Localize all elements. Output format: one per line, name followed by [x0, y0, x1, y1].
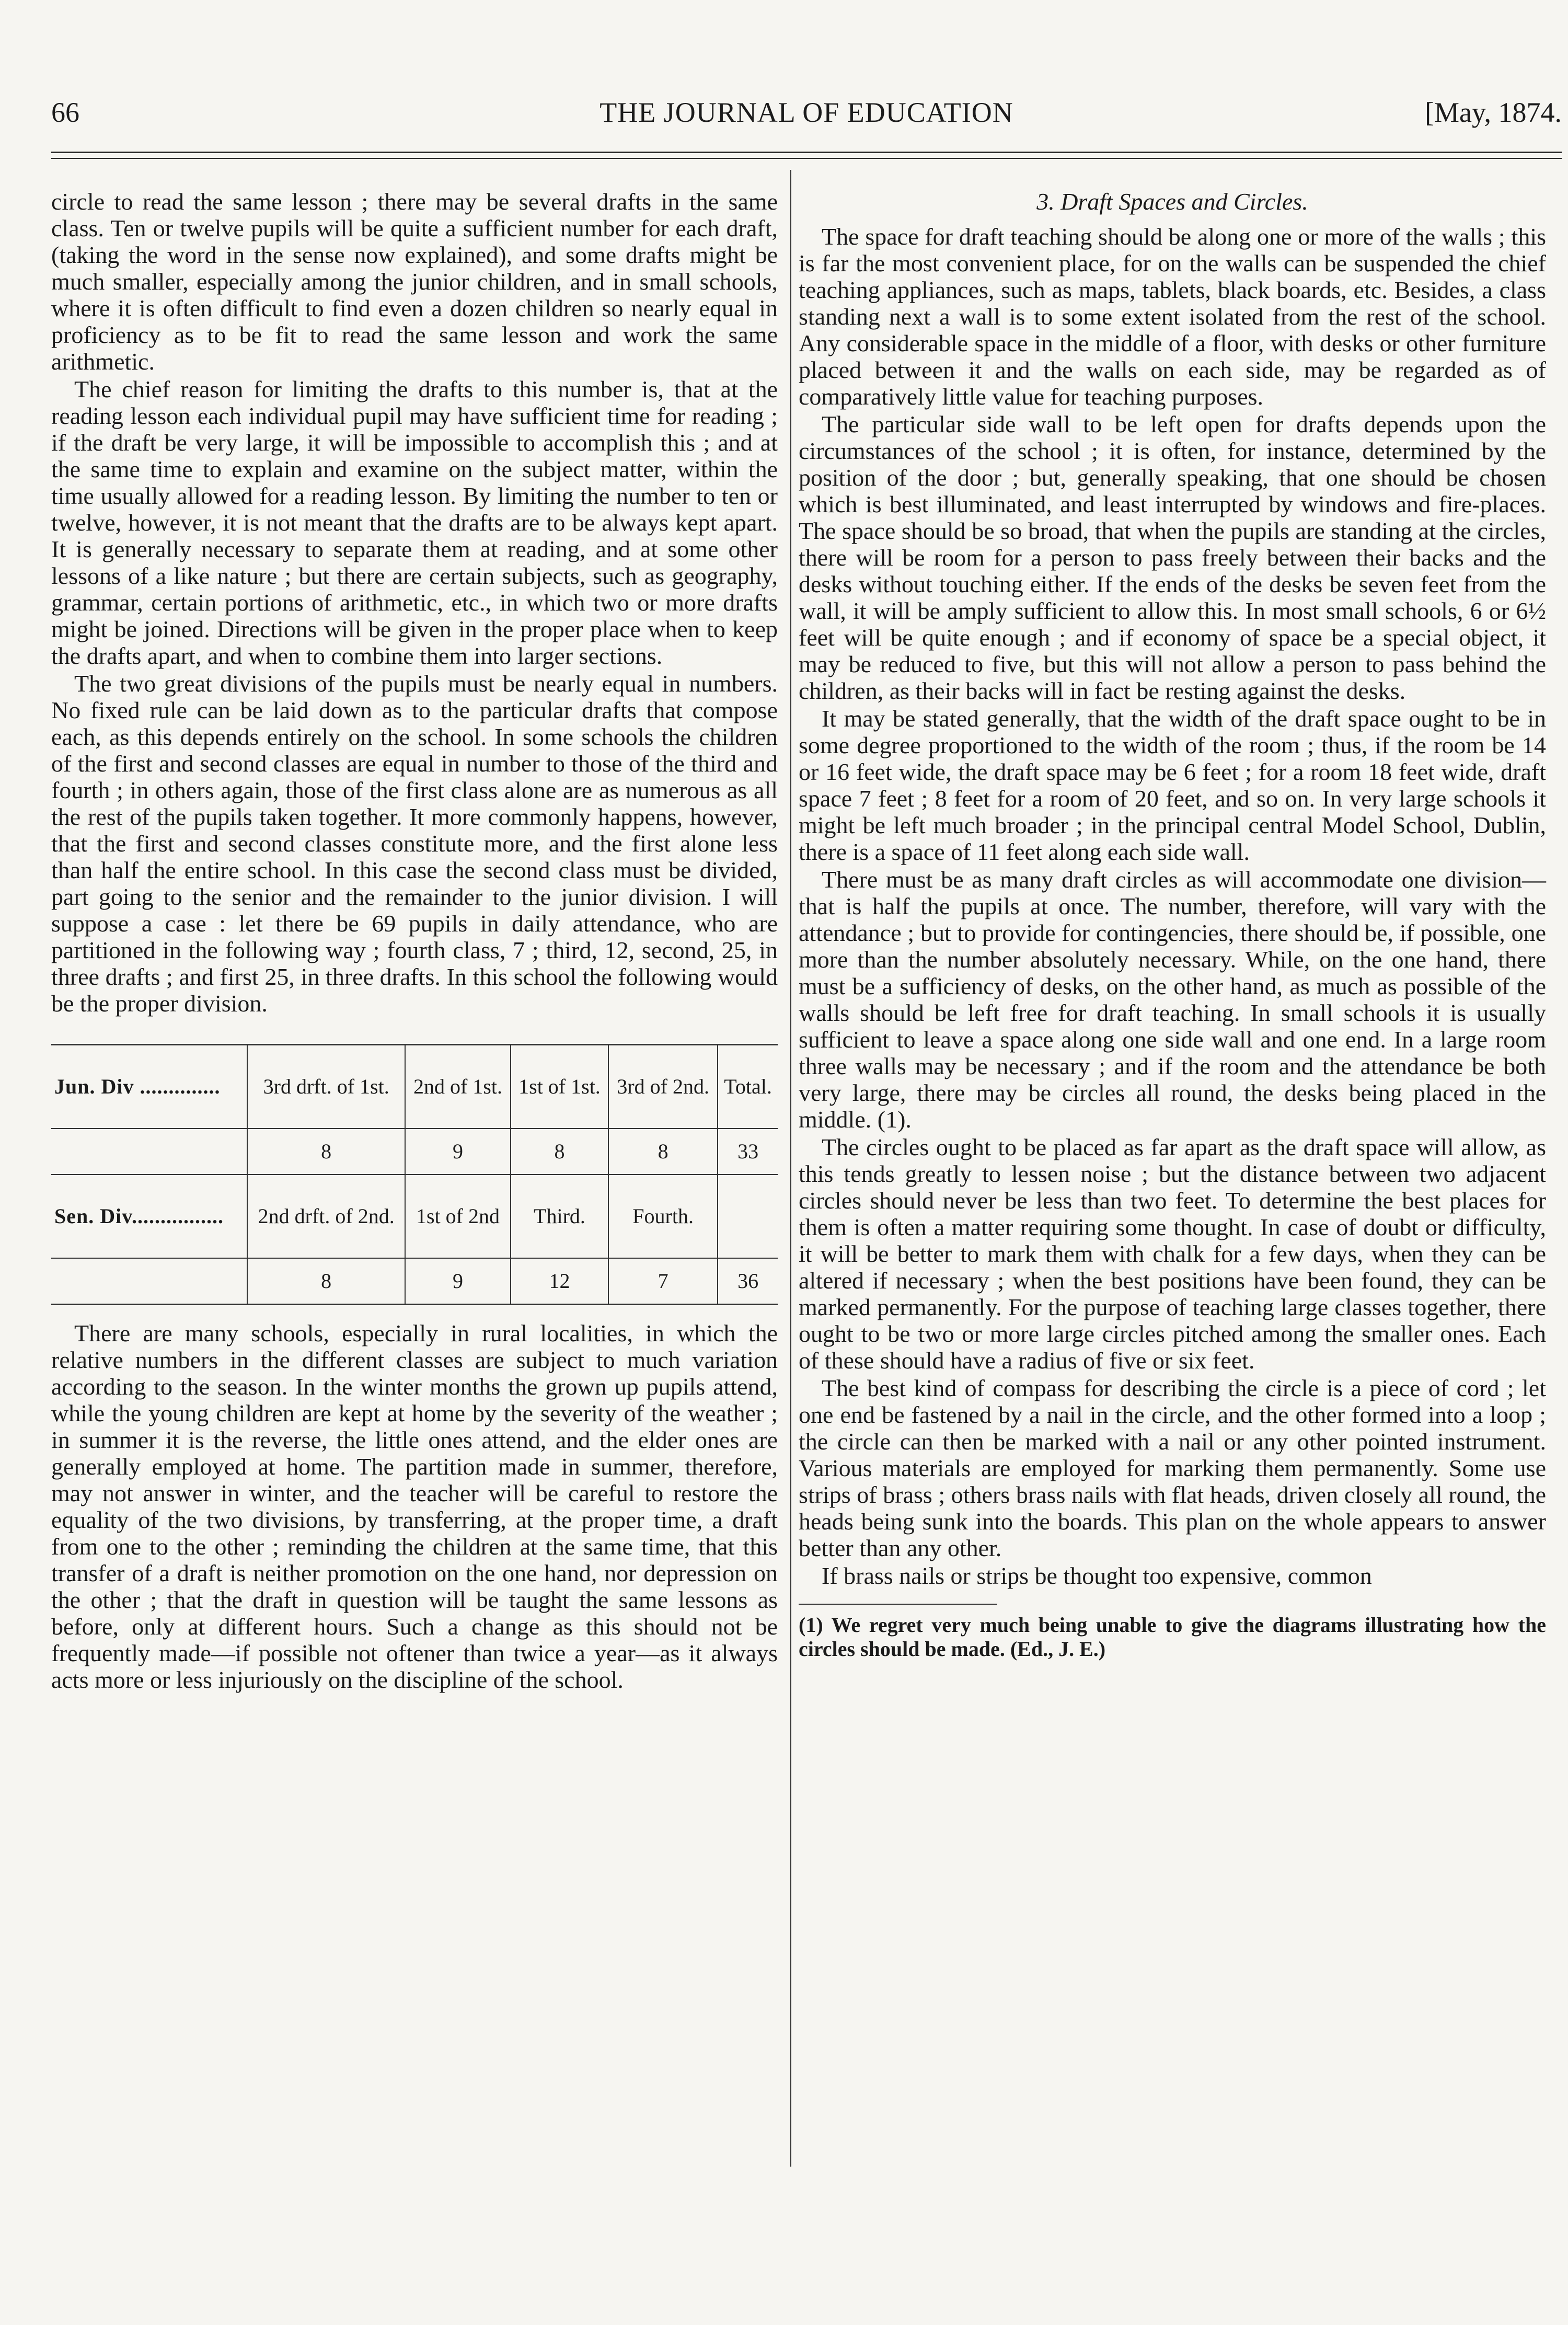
table-cell: 8: [511, 1129, 608, 1175]
row-label: [51, 1129, 247, 1175]
row-label: Jun. Div ..............: [51, 1045, 247, 1129]
table-cell: 12: [511, 1258, 608, 1305]
table-cell: 8: [608, 1129, 718, 1175]
page-number: 66: [51, 97, 79, 128]
paragraph: The two great divisions of the pupils must be nearly equal in numbers. No fixed rule can be laid down as to the particular drafts that compose each, as this depends entirely on the school. In some schools the children of the first and second classes are equal in number to those of the third and fourth ; in others again, those of the first class alone are as numerous as all the rest of the pupils taken together. It more commonly happens, however, that the first and second classes constitute more, and the first alone less than half the entire school. In this case the second class must be divided, part going to the senior and the remainder to the junior division. I will suppose a case : let there be 69 pupils in daily attendance, who are partitioned in the following way ; fourth class, 7 ; third, 12, second, 25, in three drafts ; and first 25, in three drafts. In this school the following would be the proper division.: [51, 670, 778, 1017]
paragraph: The best kind of compass for describing the circle is a piece of cord ; let one end be fastened by a nail in the circle, and the other formed into a loop ; the circle can then be marked with a nail or any other pointed instrument. Various materials are employed for marking them permanently. Some use strips of brass ; others brass nails with flat heads, driven closely all round, the heads being sunk into the boards. This plan on the whole appears to answer better than any other.: [799, 1375, 1546, 1561]
table-cell: 2nd drft. of 2nd.: [247, 1175, 405, 1258]
table-cell: 8: [247, 1258, 405, 1305]
page-header: [51, 91, 1562, 133]
table-cell: 7: [608, 1258, 718, 1305]
paragraph: The circles ought to be placed as far apart as the draft space will allow, as this tends greatly to lessen noise ; but the distance between two adjacent circles should never be less than two feet. To determine the best places for them is often a matter requiring some thought. In case of doubt or difficulty, it will be better to mark them with chalk for a few days, when they can be altered if necessary ; when the best positions have been found, they can be marked permanently. For the purpose of teaching large classes together, there ought to be two or more large circles pitched among the smaller ones. Each of these should have a radius of five or six feet.: [799, 1134, 1546, 1374]
paragraph: circle to read the same lesson ; there may be several drafts in the same class. Ten or twelve pupils will be quite a sufficient number for each draft, (taking the word in the sense now explained), and some drafts might be much smaller, especially among the junior children, and in small schools, where it is often difficult to find even a dozen children so nearly equal in proficiency as to be fit to read the same lesson and work the same arithmetic.: [51, 188, 778, 375]
footnote: (1) We regret very much being unable to give the diagrams illustrating how the circles should be made. (Ed., J. E.): [799, 1613, 1546, 1661]
paragraph: The particular side wall to be left open for drafts depends upon the circumstances of the school ; it is often, for instance, determined by the position of the door ; but, generally speaking, that one should be chosen which is best illuminated, and least interrupted by windows and fire-places. The space should be so broad, that when the pupils are standing at the circles, there will be room for a person to pass freely between their backs and the desks without touching either. If the ends of the desks be seven feet from the wall, it will be amply sufficient to allow this. In most small schools, 6 or 6½ feet will be quite enough ; and if economy of space be a special object, it may be reduced to five, but this will not allow a person to pass behind the children, as their backs will in fact be resting against the desks.: [799, 411, 1546, 704]
section-heading: 3. Draft Spaces and Circles.: [1036, 188, 1308, 215]
table-cell: 9: [405, 1258, 511, 1305]
table-cell: 8: [247, 1129, 405, 1175]
table-row: [51, 1175, 778, 1258]
footnote-rule: [799, 1604, 997, 1605]
table-cell: 1st of 1st.: [511, 1045, 608, 1129]
paragraph: The chief reason for limiting the drafts to this number is, that at the reading lesson each individual pupil may have sufficient time for reading ; if the draft be very large, it will be impossible to accomplish this ; and at the same time to explain and examine on the subject matter, within the time usually allowed for a reading lesson. By limiting the number to ten or twelve, however, it is not meant that the drafts are to be always kept apart. It is generally necessary to separate them at reading, and at some other lessons of a like nature ; but there are certain subjects, such as geography, grammar, certain portions of arithmetic, etc., in which two or more drafts might be joined. Directions will be given in the proper place when to keep the drafts apart, and when to combine them into larger sections.: [51, 376, 778, 669]
right-column: [799, 188, 1546, 1661]
paragraph: It may be stated generally, that the width of the draft space ought to be in some degree proportioned to the width of the room ; thus, if the room be 14 or 16 feet wide, the draft space may be 6 feet ; for a room 18 feet wide, draft space 7 feet ; 8 feet for a room of 20 feet, and so on. In very large schools it might be left much broader ; in the principal central Model School, Dublin, there is a space of 11 feet along each side wall.: [799, 705, 1546, 865]
total-cell: [718, 1175, 778, 1258]
table-cell: 9: [405, 1129, 511, 1175]
table-cell: 1st of 2nd: [405, 1175, 511, 1258]
table-row: [51, 1045, 778, 1129]
paragraph: There are many schools, especially in rural localities, in which the relative numbers in the different classes are subject to much variation according to the season. In the winter months the grown up pupils attend, while the young children are kept at home by the severity of the weather ; in summer it is the reverse, the little ones attend, and the elder ones are generally employed at home. The partition made in summer, therefore, may not answer in winter, and the teacher will be careful to restore the equality of the two divisions, by transferring, at the proper time, a draft from one to the other ; reminding the children at the same time, that this transfer of a draft is neither promotion on the one hand, nor depression on the other ; that the draft in question will be taught the same lessons as before, only at different hours. Such a change as this should not be frequently made—if possible not oftener than twice a year—as it always acts more or less injuriously on the discipline of the school.: [51, 1320, 778, 1693]
table-cell: 3rd drft. of 1st.: [247, 1045, 405, 1129]
table-cell: 2nd of 1st.: [405, 1045, 511, 1129]
table-cell: Fourth.: [608, 1175, 718, 1258]
total-cell: 33: [718, 1129, 778, 1175]
table-row: [51, 1129, 778, 1175]
total-cell: Total.: [718, 1045, 778, 1129]
paragraph: The space for draft teaching should be along one or more of the walls ; this is far the most convenient place, for on the walls can be suspended the chief teaching appliances, such as maps, tablets, black boards, etc. Besides, a class standing next a wall is to some extent isolated from the rest of the school. Any considerable space in the middle of a floor, with desks or other furniture placed between it and the walls on each side, may be regarded as of comparatively little value for teaching purposes.: [799, 223, 1546, 410]
paragraph: If brass nails or strips be thought too expensive, common: [822, 1562, 1372, 1589]
row-label: [51, 1258, 247, 1305]
row-label: Sen. Div................: [51, 1175, 247, 1258]
header-rule-bottom: [51, 158, 1562, 159]
journal-title: THE JOURNAL OF EDUCATION: [599, 97, 1013, 128]
issue-date: [May, 1874.: [1425, 97, 1562, 128]
table-cell: Third.: [511, 1175, 608, 1258]
paragraph: There must be as many draft circles as will accommodate one division—that is half the pupils at once. The number, therefore, will vary with the attendance ; but to provide for contingencies, there should be, if possible, one more than the number absolutely necessary. While, on the one hand, there must be a sufficiency of desks, on the other hand, as much as possible of the walls should be left free for draft teaching. In small schools it is usually sufficient to leave a space along one side wall and one end. In a large room three walls may be necessary ; and if the room and the attendance be both very large, there may be circles all round, the desks being placed in the middle. (1).: [799, 866, 1546, 1133]
left-column: [51, 188, 778, 1694]
total-cell: 36: [718, 1258, 778, 1305]
header-rule-top: [51, 152, 1562, 153]
table-cell: 3rd of 2nd.: [608, 1045, 718, 1129]
column-divider: [790, 170, 791, 2167]
division-table: [51, 1044, 778, 1305]
table-row: [51, 1258, 778, 1305]
